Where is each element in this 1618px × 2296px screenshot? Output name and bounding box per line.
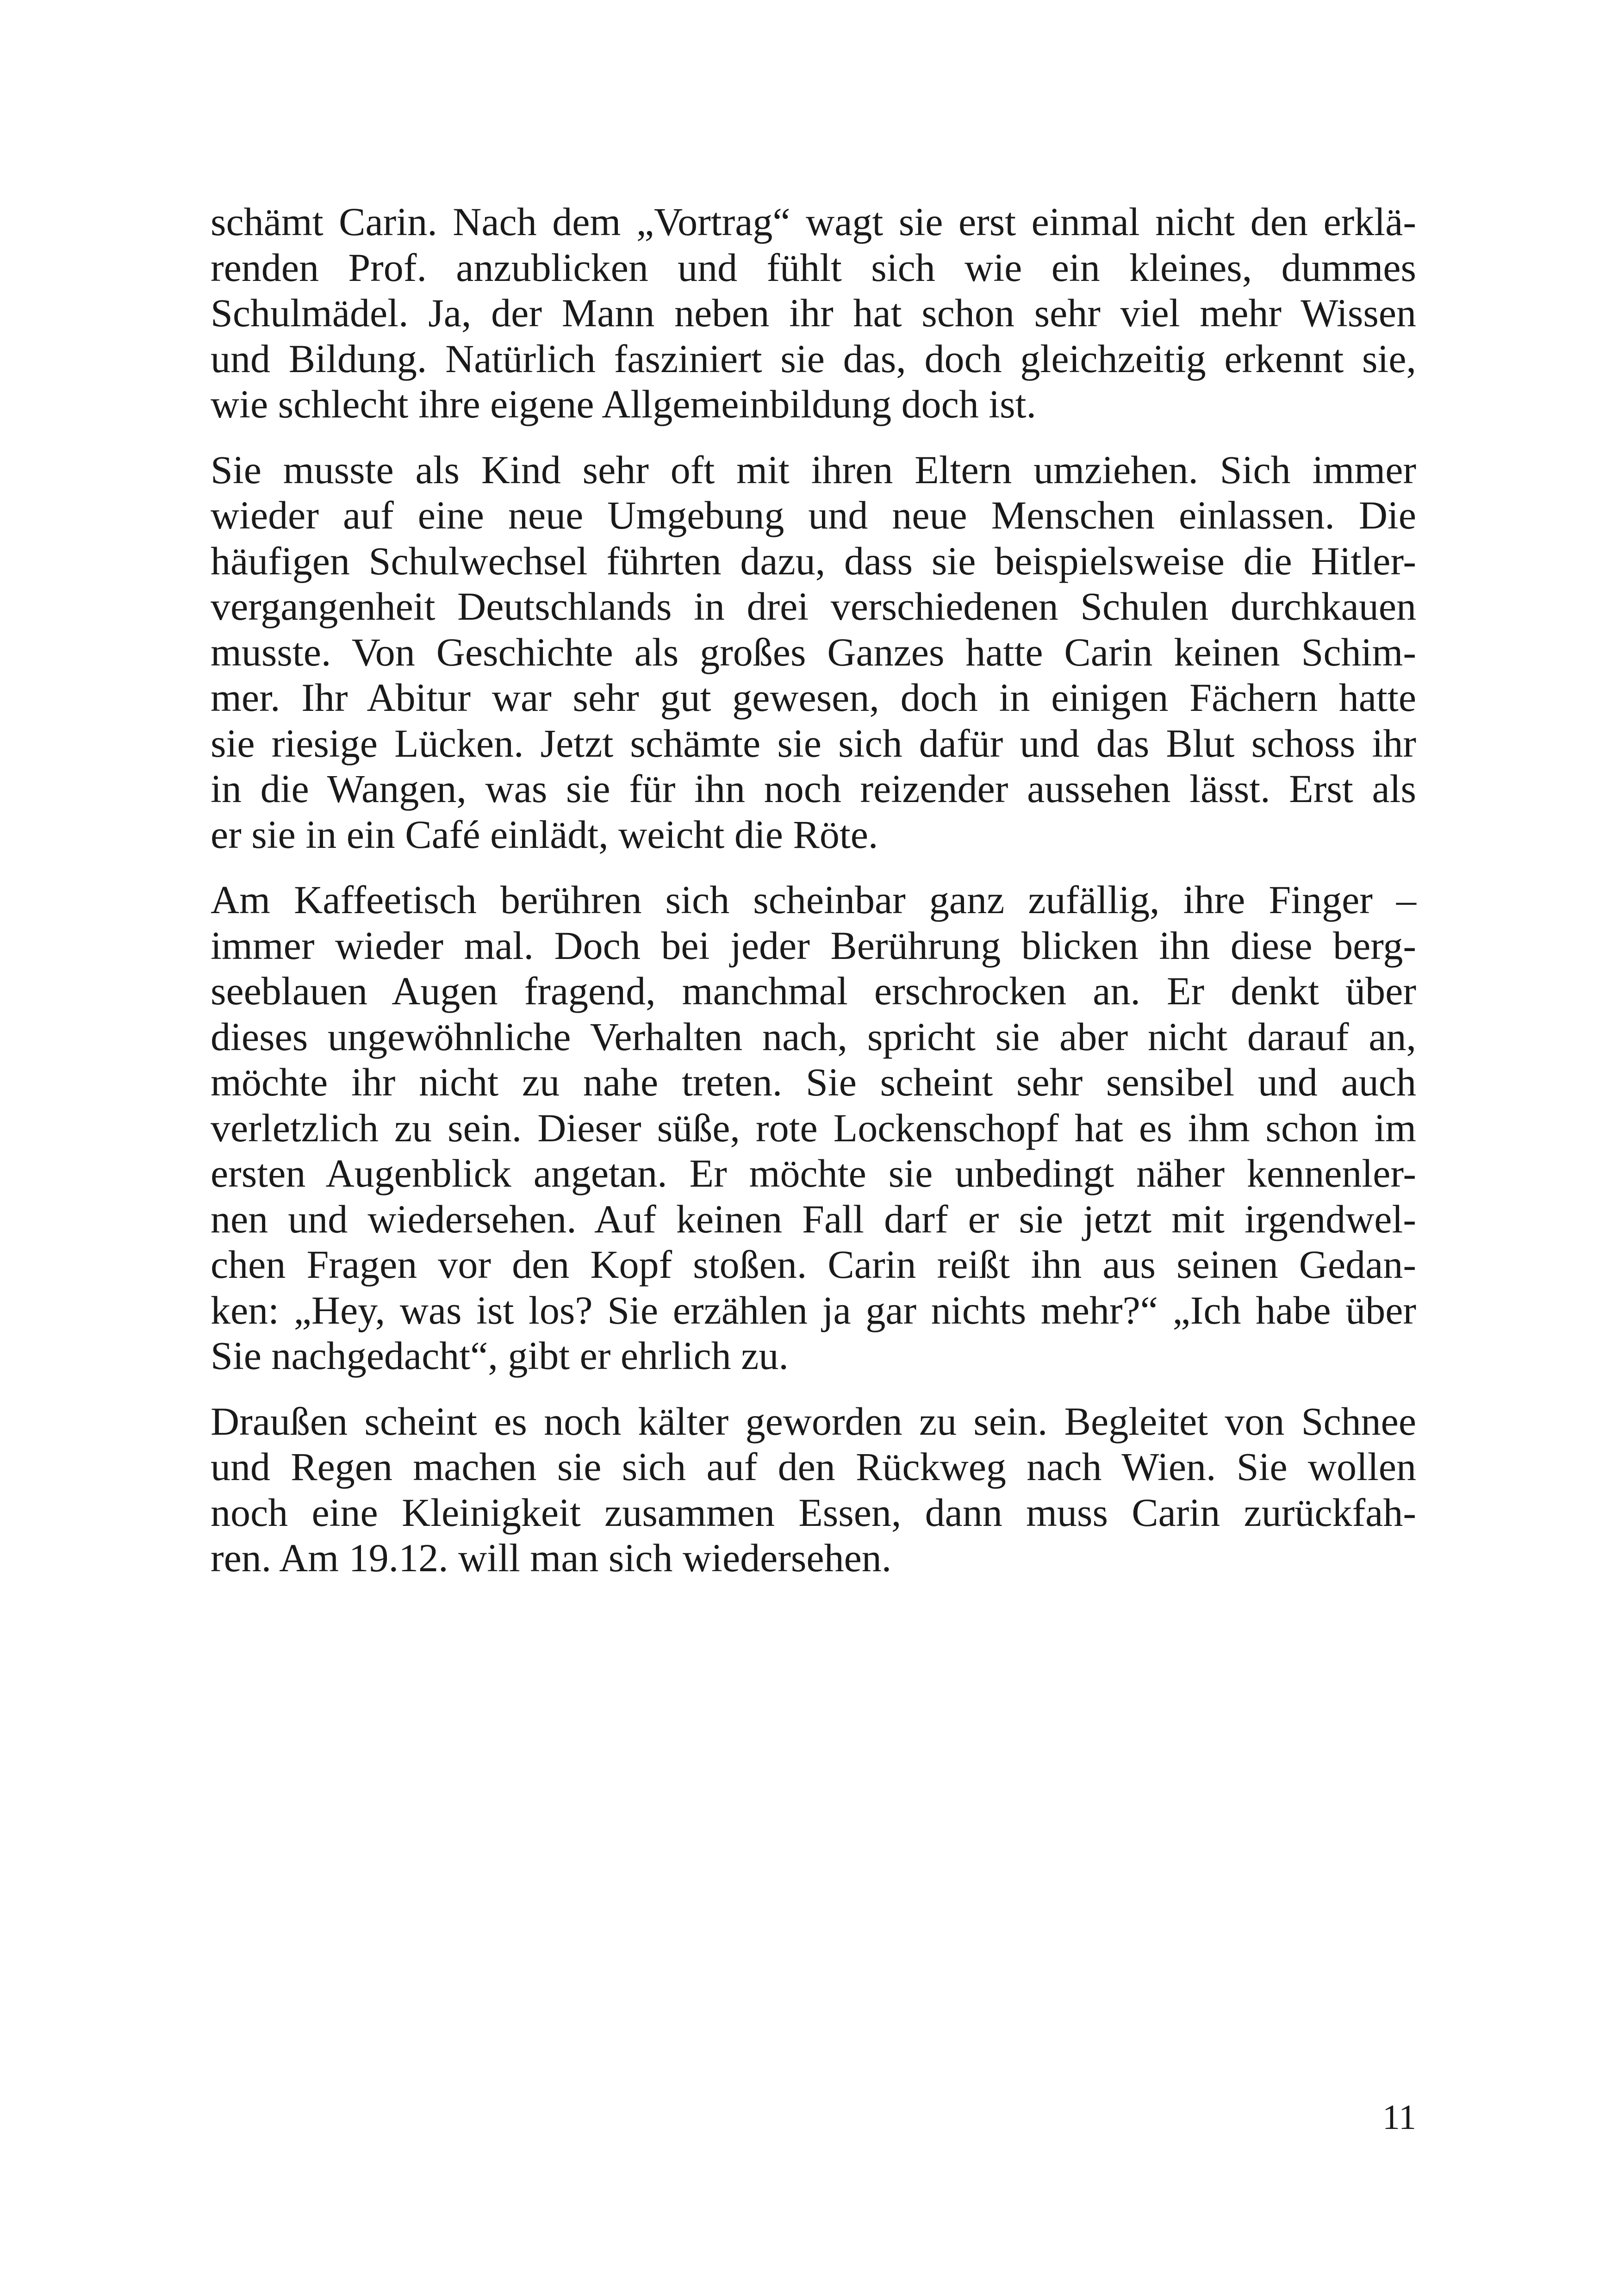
paragraph-4 <box>211 1399 1416 1581</box>
text-line: Schulmädel. Ja, der Mann neben ihr hat schon sehr viel mehr Wissen <box>211 291 1416 335</box>
text-line: ken: „Hey, was ist los? Sie erzählen ja gar nichts mehr?“ „Ich habe über <box>211 1288 1416 1332</box>
text-line: in die Wangen, was sie für ihn noch reizender aussehen lässt. Erst als <box>211 766 1416 811</box>
text-line: er sie in ein Café einlädt, weicht die Röte. <box>211 812 878 857</box>
text-line: Draußen scheint es noch kälter geworden zu sein. Begleitet von Schnee <box>211 1399 1416 1444</box>
paragraph-1 <box>211 199 1416 427</box>
text-line: chen Fragen vor den Kopf stoßen. Carin reißt ihn aus seinen Gedan- <box>211 1242 1416 1287</box>
text-line: nen und wiedersehen. Auf keinen Fall darf er sie jetzt mit irgendwel- <box>211 1196 1416 1241</box>
text-line: möchte ihr nicht zu nahe treten. Sie scheint sehr sensibel und auch <box>211 1060 1416 1104</box>
text-line: schämt Carin. Nach dem „Vortrag“ wagt sie erst einmal nicht den erklä- <box>211 199 1416 244</box>
text-line: immer wieder mal. Doch bei jeder Berührung blicken ihn diese berg- <box>211 923 1416 968</box>
text-line: ren. Am 19.12. will man sich wiedersehen. <box>211 1536 892 1580</box>
text-line: Sie nachgedacht“, gibt er ehrlich zu. <box>211 1333 789 1378</box>
text-line: und Bildung. Natürlich fasziniert sie das, doch gleichzeitig erkennt sie, <box>211 336 1416 381</box>
text-line: Sie musste als Kind sehr oft mit ihren Eltern umziehen. Sich immer <box>211 447 1416 492</box>
text-line: sie riesige Lücken. Jetzt schämte sie sich dafür und das Blut schoss ihr <box>211 721 1416 765</box>
text-line: vergangenheit Deutschlands in drei verschiedenen Schulen durchkauen <box>211 584 1416 628</box>
page-number: 11 <box>1382 2098 1416 2137</box>
paragraph-3 <box>211 877 1416 1379</box>
text-line: häufigen Schulwechsel führten dazu, dass sie beispielsweise die Hitler- <box>211 538 1416 583</box>
text-line: dieses ungewöhnliche Verhalten nach, spricht sie aber nicht darauf an, <box>211 1014 1416 1059</box>
body-text <box>211 199 1416 1601</box>
text-line: seeblauen Augen fragend, manchmal erschrocken an. Er denkt über <box>211 969 1416 1013</box>
paragraph-2 <box>211 447 1416 858</box>
text-line: wie schlecht ihre eigene Allgemeinbildung doch ist. <box>211 382 1037 426</box>
text-line: ersten Augenblick angetan. Er möchte sie unbedingt näher kennenler- <box>211 1151 1416 1195</box>
text-line: musste. Von Geschichte als großes Ganzes hatte Carin keinen Schim- <box>211 629 1416 674</box>
text-line: wieder auf eine neue Umgebung und neue Menschen einlassen. Die <box>211 493 1416 537</box>
text-line: verletzlich zu sein. Dieser süße, rote Lockenschopf hat es ihm schon im <box>211 1105 1416 1150</box>
text-line: und Regen machen sie sich auf den Rückweg nach Wien. Sie wollen <box>211 1444 1416 1489</box>
text-line: Am Kaffeetisch berühren sich scheinbar ganz zufällig, ihre Finger – <box>211 877 1416 922</box>
text-line: noch eine Kleinigkeit zusammen Essen, dann muss Carin zurückfah- <box>211 1490 1416 1535</box>
text-line: renden Prof. anzublicken und fühlt sich wie ein kleines, dummes <box>211 245 1416 290</box>
text-line: mer. Ihr Abitur war sehr gut gewesen, doch in einigen Fächern hatte <box>211 675 1416 720</box>
